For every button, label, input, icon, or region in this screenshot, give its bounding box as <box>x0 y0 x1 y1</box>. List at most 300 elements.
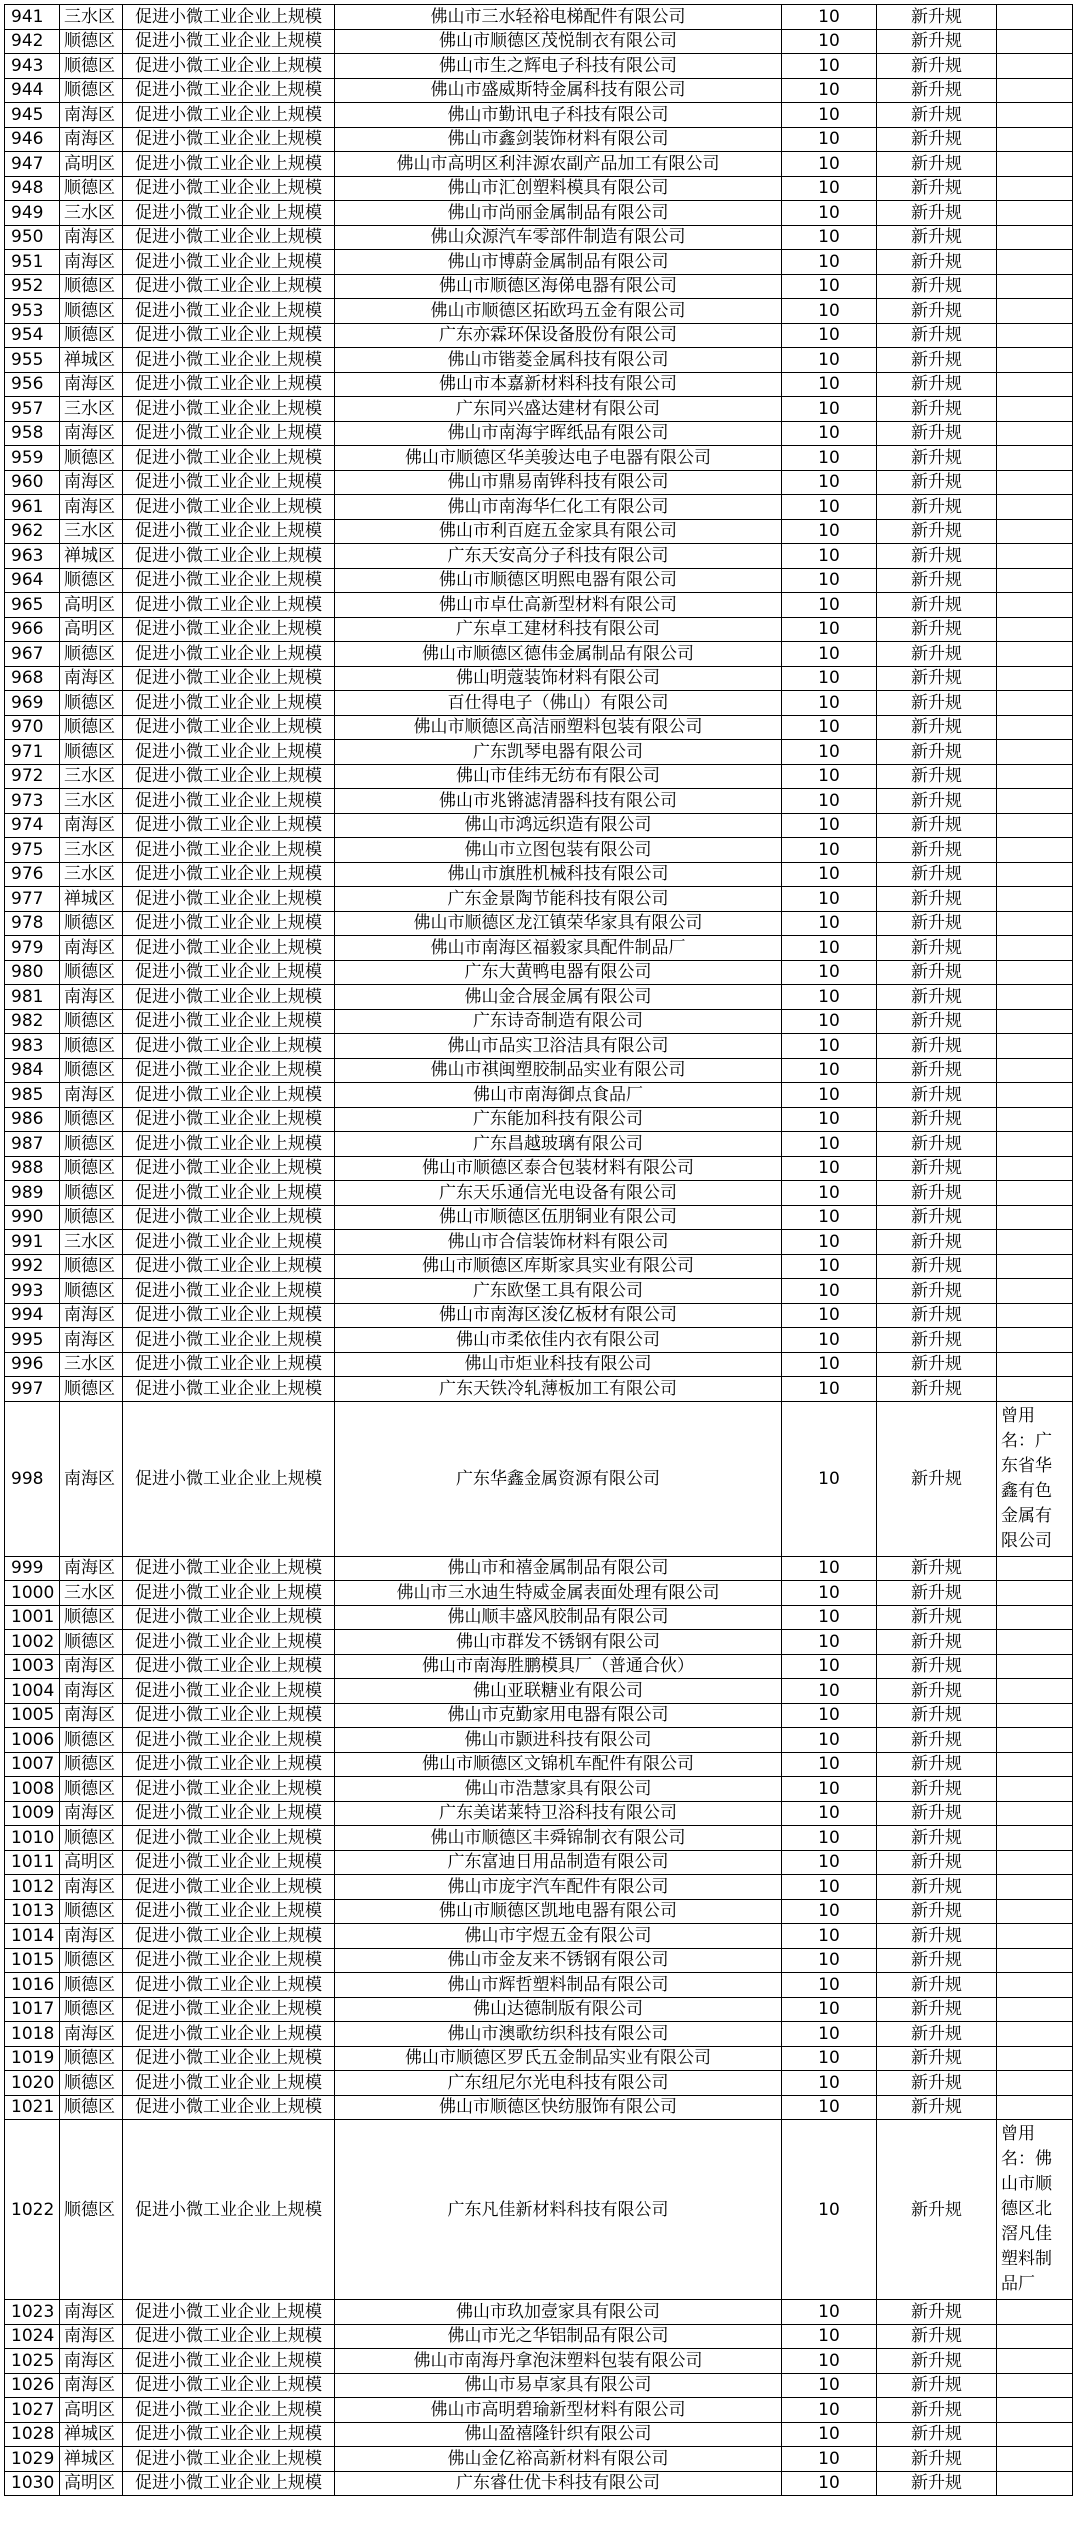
row-index: 946 <box>5 127 60 152</box>
category-cell: 促进小微工业企业上规模 <box>123 1556 335 1581</box>
row-index: 1006 <box>5 1728 60 1753</box>
category-cell: 促进小微工业企业上规模 <box>123 2120 335 2300</box>
company-name-cell: 佛山市炬业科技有限公司 <box>335 1352 782 1377</box>
category-cell: 促进小微工业企业上规模 <box>123 764 335 789</box>
table-row <box>5 1083 1073 1108</box>
table-row <box>5 1752 1073 1777</box>
category-cell: 促进小微工业企业上规模 <box>123 544 335 569</box>
row-index: 985 <box>5 1083 60 1108</box>
score-cell: 10 <box>782 446 877 471</box>
note-cell <box>997 911 1073 936</box>
row-index: 953 <box>5 299 60 324</box>
note-cell <box>997 715 1073 740</box>
note-cell <box>997 274 1073 299</box>
row-index: 1030 <box>5 2471 60 2496</box>
category-cell: 促进小微工业企业上规模 <box>123 1034 335 1059</box>
district-cell: 三水区 <box>60 838 123 863</box>
district-cell: 顺德区 <box>60 29 123 54</box>
company-name-cell: 佛山市南海区浚亿板材有限公司 <box>335 1303 782 1328</box>
category-cell: 促进小微工业企业上规模 <box>123 1377 335 1402</box>
table-row <box>5 617 1073 642</box>
district-cell: 顺德区 <box>60 446 123 471</box>
company-name-cell: 佛山市南海御点食品厂 <box>335 1083 782 1108</box>
company-name-cell: 佛山市顺德区库斯家具实业有限公司 <box>335 1254 782 1279</box>
district-cell: 禅城区 <box>60 2447 123 2472</box>
score-cell: 10 <box>782 2120 877 2300</box>
note-cell <box>997 2095 1073 2120</box>
score-cell: 10 <box>782 2447 877 2472</box>
company-name-cell: 广东天乐通信光电设备有限公司 <box>335 1181 782 1206</box>
company-name-cell: 佛山市南海区福毅家具配件制品厂 <box>335 936 782 961</box>
row-index: 982 <box>5 1009 60 1034</box>
note-cell <box>997 1679 1073 1704</box>
district-cell: 禅城区 <box>60 887 123 912</box>
category-cell: 促进小微工业企业上规模 <box>123 1605 335 1630</box>
note-cell <box>997 1083 1073 1108</box>
district-cell: 南海区 <box>60 1924 123 1949</box>
district-cell: 三水区 <box>60 862 123 887</box>
company-name-cell: 佛山明蔻装饰材料有限公司 <box>335 666 782 691</box>
table-row <box>5 1107 1073 1132</box>
row-index: 981 <box>5 985 60 1010</box>
note-cell <box>997 1034 1073 1059</box>
type-cell: 新升规 <box>877 470 997 495</box>
district-cell: 顺德区 <box>60 2071 123 2096</box>
district-cell: 顺德区 <box>60 1973 123 1998</box>
table-row <box>5 1654 1073 1679</box>
type-cell: 新升规 <box>877 544 997 569</box>
category-cell: 促进小微工业企业上规模 <box>123 225 335 250</box>
category-cell: 促进小微工业企业上规模 <box>123 2046 335 2071</box>
score-cell: 10 <box>782 250 877 275</box>
note-cell <box>997 372 1073 397</box>
row-index: 959 <box>5 446 60 471</box>
type-cell: 新升规 <box>877 1801 997 1826</box>
score-cell: 10 <box>782 1997 877 2022</box>
category-cell: 促进小微工业企业上规模 <box>123 691 335 716</box>
type-cell: 新升规 <box>877 274 997 299</box>
category-cell: 促进小微工业企业上规模 <box>123 348 335 373</box>
district-cell: 顺德区 <box>60 960 123 985</box>
note-cell <box>997 544 1073 569</box>
company-name-cell: 佛山市汇创塑料模具有限公司 <box>335 176 782 201</box>
type-cell: 新升规 <box>877 225 997 250</box>
score-cell: 10 <box>782 1328 877 1353</box>
row-index: 1029 <box>5 2447 60 2472</box>
type-cell: 新升规 <box>877 1728 997 1753</box>
district-cell: 禅城区 <box>60 348 123 373</box>
note-cell <box>997 152 1073 177</box>
score-cell: 10 <box>782 2071 877 2096</box>
district-cell: 顺德区 <box>60 1132 123 1157</box>
category-cell: 促进小微工业企业上规模 <box>123 1654 335 1679</box>
table-row <box>5 1801 1073 1826</box>
category-cell: 促进小微工业企业上规模 <box>123 1728 335 1753</box>
row-index: 991 <box>5 1230 60 1255</box>
table-row <box>5 1377 1073 1402</box>
district-cell: 南海区 <box>60 813 123 838</box>
company-name-cell: 佛山市利百庭五金家具有限公司 <box>335 519 782 544</box>
table-container <box>4 4 1072 2496</box>
score-cell: 10 <box>782 1654 877 1679</box>
type-cell: 新升规 <box>877 960 997 985</box>
district-cell: 三水区 <box>60 201 123 226</box>
row-index: 977 <box>5 887 60 912</box>
table-row <box>5 470 1073 495</box>
score-cell: 10 <box>782 2349 877 2374</box>
note-cell <box>997 1973 1073 1998</box>
category-cell: 促进小微工业企业上规模 <box>123 1752 335 1777</box>
table-row <box>5 1009 1073 1034</box>
district-cell: 高明区 <box>60 152 123 177</box>
score-cell: 10 <box>782 397 877 422</box>
score-cell: 10 <box>782 2300 877 2325</box>
table-row <box>5 250 1073 275</box>
score-cell: 10 <box>782 152 877 177</box>
type-cell: 新升规 <box>877 1009 997 1034</box>
score-cell: 10 <box>782 642 877 667</box>
category-cell: 促进小微工业企业上规模 <box>123 2398 335 2423</box>
row-index: 1022 <box>5 2120 60 2300</box>
company-name-cell: 佛山市顺德区德伟金属制品有限公司 <box>335 642 782 667</box>
score-cell: 10 <box>782 1679 877 1704</box>
table-row <box>5 152 1073 177</box>
note-cell <box>997 2071 1073 2096</box>
district-cell: 南海区 <box>60 2349 123 2374</box>
category-cell: 促进小微工业企业上规模 <box>123 666 335 691</box>
table-row <box>5 299 1073 324</box>
table-row <box>5 838 1073 863</box>
category-cell: 促进小微工业企业上规模 <box>123 250 335 275</box>
district-cell: 顺德区 <box>60 1630 123 1655</box>
table-row <box>5 176 1073 201</box>
type-cell: 新升规 <box>877 1777 997 1802</box>
district-cell: 南海区 <box>60 1401 123 1556</box>
company-name-cell: 佛山市生之辉电子科技有限公司 <box>335 54 782 79</box>
score-cell: 10 <box>782 1630 877 1655</box>
row-index: 1002 <box>5 1630 60 1655</box>
row-index: 999 <box>5 1556 60 1581</box>
note-cell <box>997 617 1073 642</box>
company-name-cell: 佛山市顺德区伍朋铜业有限公司 <box>335 1205 782 1230</box>
type-cell: 新升规 <box>877 2373 997 2398</box>
note-cell <box>997 1997 1073 2022</box>
row-index: 986 <box>5 1107 60 1132</box>
score-cell: 10 <box>782 103 877 128</box>
table-row <box>5 1352 1073 1377</box>
type-cell: 新升规 <box>877 250 997 275</box>
district-cell: 南海区 <box>60 1801 123 1826</box>
district-cell: 顺德区 <box>60 176 123 201</box>
company-name-cell: 广东凡佳新材料科技有限公司 <box>335 2120 782 2300</box>
row-index: 1010 <box>5 1826 60 1851</box>
type-cell: 新升规 <box>877 1875 997 1900</box>
company-name-cell: 佛山市顺德区凯地电器有限公司 <box>335 1899 782 1924</box>
district-cell: 南海区 <box>60 1679 123 1704</box>
row-index: 988 <box>5 1156 60 1181</box>
category-cell: 促进小微工业企业上规模 <box>123 1083 335 1108</box>
company-name-cell: 广东同兴盛达建材有限公司 <box>335 397 782 422</box>
type-cell: 新升规 <box>877 5 997 30</box>
table-row <box>5 2422 1073 2447</box>
category-cell: 促进小微工业企业上规模 <box>123 1230 335 1255</box>
company-name-cell: 佛山市柔依佳内衣有限公司 <box>335 1328 782 1353</box>
category-cell: 促进小微工业企业上规模 <box>123 372 335 397</box>
note-cell <box>997 2422 1073 2447</box>
category-cell: 促进小微工业企业上规模 <box>123 323 335 348</box>
district-cell: 顺德区 <box>60 1605 123 1630</box>
category-cell: 促进小微工业企业上规模 <box>123 2300 335 2325</box>
table-row <box>5 1556 1073 1581</box>
company-name-cell: 佛山市顺德区高洁丽塑料包装有限公司 <box>335 715 782 740</box>
score-cell: 10 <box>782 1058 877 1083</box>
note-cell <box>997 1703 1073 1728</box>
row-index: 970 <box>5 715 60 740</box>
district-cell: 禅城区 <box>60 544 123 569</box>
company-name-cell: 佛山市易卓家具有限公司 <box>335 2373 782 2398</box>
company-name-cell: 广东睿仕优卡科技有限公司 <box>335 2471 782 2496</box>
table-row <box>5 1303 1073 1328</box>
score-cell: 10 <box>782 299 877 324</box>
score-cell: 10 <box>782 54 877 79</box>
company-name-cell: 佛山市浩慧家具有限公司 <box>335 1777 782 1802</box>
company-name-cell: 佛山市鼎易南铧科技有限公司 <box>335 470 782 495</box>
score-cell: 10 <box>782 715 877 740</box>
company-name-cell: 广东诗奇制造有限公司 <box>335 1009 782 1034</box>
score-cell: 10 <box>782 176 877 201</box>
note-cell <box>997 78 1073 103</box>
type-cell: 新升规 <box>877 1205 997 1230</box>
row-index: 1012 <box>5 1875 60 1900</box>
table-row <box>5 2349 1073 2374</box>
table-row <box>5 1924 1073 1949</box>
row-index: 944 <box>5 78 60 103</box>
category-cell: 促进小微工业企业上规模 <box>123 1703 335 1728</box>
district-cell: 禅城区 <box>60 2422 123 2447</box>
row-index: 1009 <box>5 1801 60 1826</box>
type-cell: 新升规 <box>877 1654 997 1679</box>
table-row <box>5 1973 1073 1998</box>
company-name-cell: 佛山市顺德区快纺服饰有限公司 <box>335 2095 782 2120</box>
category-cell: 促进小微工业企业上规模 <box>123 152 335 177</box>
note-cell <box>997 1801 1073 1826</box>
type-cell: 新升规 <box>877 1181 997 1206</box>
table-row <box>5 862 1073 887</box>
company-name-cell: 佛山市顺德区海俤电器有限公司 <box>335 274 782 299</box>
district-cell: 顺德区 <box>60 1034 123 1059</box>
table-row <box>5 1630 1073 1655</box>
score-cell: 10 <box>782 740 877 765</box>
note-cell <box>997 2398 1073 2423</box>
note-cell <box>997 1303 1073 1328</box>
company-name-cell: 佛山市南海华仁化工有限公司 <box>335 495 782 520</box>
company-name-cell: 佛山市和禧金属制品有限公司 <box>335 1556 782 1581</box>
table-row <box>5 1254 1073 1279</box>
type-cell: 新升规 <box>877 740 997 765</box>
row-index: 945 <box>5 103 60 128</box>
category-cell: 促进小微工业企业上规模 <box>123 1254 335 1279</box>
company-name-cell: 佛山市祺闽塑胶制品实业有限公司 <box>335 1058 782 1083</box>
type-cell: 新升规 <box>877 176 997 201</box>
type-cell: 新升规 <box>877 1679 997 1704</box>
district-cell: 三水区 <box>60 397 123 422</box>
type-cell: 新升规 <box>877 152 997 177</box>
row-index: 1004 <box>5 1679 60 1704</box>
row-index: 979 <box>5 936 60 961</box>
type-cell: 新升规 <box>877 1083 997 1108</box>
category-cell: 促进小微工业企业上规模 <box>123 1401 335 1556</box>
type-cell: 新升规 <box>877 887 997 912</box>
category-cell: 促进小微工业企业上规模 <box>123 1058 335 1083</box>
row-index: 972 <box>5 764 60 789</box>
company-name-cell: 佛山市尚丽金属制品有限公司 <box>335 201 782 226</box>
type-cell: 新升规 <box>877 127 997 152</box>
type-cell: 新升规 <box>877 103 997 128</box>
company-name-cell: 佛山市克勤家用电器有限公司 <box>335 1703 782 1728</box>
score-cell: 10 <box>782 1107 877 1132</box>
district-cell: 顺德区 <box>60 1728 123 1753</box>
type-cell: 新升规 <box>877 838 997 863</box>
score-cell: 10 <box>782 1605 877 1630</box>
district-cell: 南海区 <box>60 1654 123 1679</box>
company-name-cell: 广东天安高分子科技有限公司 <box>335 544 782 569</box>
category-cell: 促进小微工业企业上规模 <box>123 1997 335 2022</box>
score-cell: 10 <box>782 789 877 814</box>
note-cell <box>997 1377 1073 1402</box>
score-cell: 10 <box>782 127 877 152</box>
district-cell: 南海区 <box>60 225 123 250</box>
row-index: 971 <box>5 740 60 765</box>
note-cell <box>997 1181 1073 1206</box>
score-cell: 10 <box>782 348 877 373</box>
table-row <box>5 1899 1073 1924</box>
district-cell: 顺德区 <box>60 1107 123 1132</box>
score-cell: 10 <box>782 985 877 1010</box>
table-row <box>5 1679 1073 1704</box>
district-cell: 顺德区 <box>60 715 123 740</box>
note-cell: 曾用名：广东省华鑫有色金属有限公司 <box>997 1401 1073 1556</box>
note-cell <box>997 1850 1073 1875</box>
note-cell <box>997 103 1073 128</box>
score-cell: 10 <box>782 666 877 691</box>
note-cell <box>997 1924 1073 1949</box>
row-index: 969 <box>5 691 60 716</box>
category-cell: 促进小微工业企业上规模 <box>123 2471 335 2496</box>
category-cell: 促进小微工业企业上规模 <box>123 985 335 1010</box>
category-cell: 促进小微工业企业上规模 <box>123 887 335 912</box>
district-cell: 三水区 <box>60 1581 123 1606</box>
note-cell <box>997 1556 1073 1581</box>
table-row <box>5 495 1073 520</box>
category-cell: 促进小微工业企业上规模 <box>123 421 335 446</box>
type-cell: 新升规 <box>877 2300 997 2325</box>
row-index: 962 <box>5 519 60 544</box>
row-index: 943 <box>5 54 60 79</box>
row-index: 980 <box>5 960 60 985</box>
row-index: 974 <box>5 813 60 838</box>
row-index: 989 <box>5 1181 60 1206</box>
note-cell <box>997 2300 1073 2325</box>
district-cell: 南海区 <box>60 495 123 520</box>
row-index: 1019 <box>5 2046 60 2071</box>
company-name-cell: 广东欧堡工具有限公司 <box>335 1279 782 1304</box>
district-cell: 三水区 <box>60 5 123 30</box>
district-cell: 顺德区 <box>60 642 123 667</box>
category-cell: 促进小微工业企业上规模 <box>123 1303 335 1328</box>
row-index: 995 <box>5 1328 60 1353</box>
row-index: 997 <box>5 1377 60 1402</box>
district-cell: 南海区 <box>60 127 123 152</box>
score-cell: 10 <box>782 323 877 348</box>
row-index: 993 <box>5 1279 60 1304</box>
type-cell: 新升规 <box>877 1899 997 1924</box>
score-cell: 10 <box>782 1401 877 1556</box>
row-index: 975 <box>5 838 60 863</box>
type-cell: 新升规 <box>877 397 997 422</box>
note-cell <box>997 1899 1073 1924</box>
company-name-cell: 佛山顺丰盛风胶制品有限公司 <box>335 1605 782 1630</box>
district-cell: 顺德区 <box>60 299 123 324</box>
district-cell: 南海区 <box>60 666 123 691</box>
company-name-cell: 广东富迪日用品制造有限公司 <box>335 1850 782 1875</box>
table-row <box>5 1703 1073 1728</box>
category-cell: 促进小微工业企业上规模 <box>123 1924 335 1949</box>
district-cell: 顺德区 <box>60 1009 123 1034</box>
note-cell <box>997 1328 1073 1353</box>
category-cell: 促进小微工业企业上规模 <box>123 593 335 618</box>
company-name-cell: 佛山金合展金属有限公司 <box>335 985 782 1010</box>
score-cell: 10 <box>782 29 877 54</box>
table-row <box>5 936 1073 961</box>
table-row <box>5 1401 1073 1556</box>
type-cell: 新升规 <box>877 1605 997 1630</box>
table-row <box>5 593 1073 618</box>
category-cell: 促进小微工业企业上规模 <box>123 617 335 642</box>
district-cell: 顺德区 <box>60 1254 123 1279</box>
score-cell: 10 <box>782 1132 877 1157</box>
type-cell: 新升规 <box>877 862 997 887</box>
category-cell: 促进小微工业企业上规模 <box>123 1279 335 1304</box>
note-cell <box>997 960 1073 985</box>
table-row <box>5 2398 1073 2423</box>
type-cell: 新升规 <box>877 1230 997 1255</box>
score-cell: 10 <box>782 2471 877 2496</box>
row-index: 968 <box>5 666 60 691</box>
note-cell <box>997 2022 1073 2047</box>
score-cell: 10 <box>782 1083 877 1108</box>
district-cell: 顺德区 <box>60 1205 123 1230</box>
district-cell: 南海区 <box>60 2373 123 2398</box>
company-name-cell: 佛山市庞宇汽车配件有限公司 <box>335 1875 782 1900</box>
district-cell: 顺德区 <box>60 1377 123 1402</box>
score-cell: 10 <box>782 568 877 593</box>
district-cell: 高明区 <box>60 617 123 642</box>
score-cell: 10 <box>782 2373 877 2398</box>
score-cell: 10 <box>782 1181 877 1206</box>
table-row <box>5 1850 1073 1875</box>
table-row <box>5 2022 1073 2047</box>
score-cell: 10 <box>782 1205 877 1230</box>
company-name-cell: 佛山市辉哲塑料制品有限公司 <box>335 1973 782 1998</box>
table-row <box>5 201 1073 226</box>
category-cell: 促进小微工业企业上规模 <box>123 2422 335 2447</box>
row-index: 965 <box>5 593 60 618</box>
type-cell: 新升规 <box>877 2324 997 2349</box>
company-name-cell: 佛山市光之华铝制品有限公司 <box>335 2324 782 2349</box>
category-cell: 促进小微工业企业上规模 <box>123 1777 335 1802</box>
note-cell <box>997 813 1073 838</box>
type-cell: 新升规 <box>877 2046 997 2071</box>
